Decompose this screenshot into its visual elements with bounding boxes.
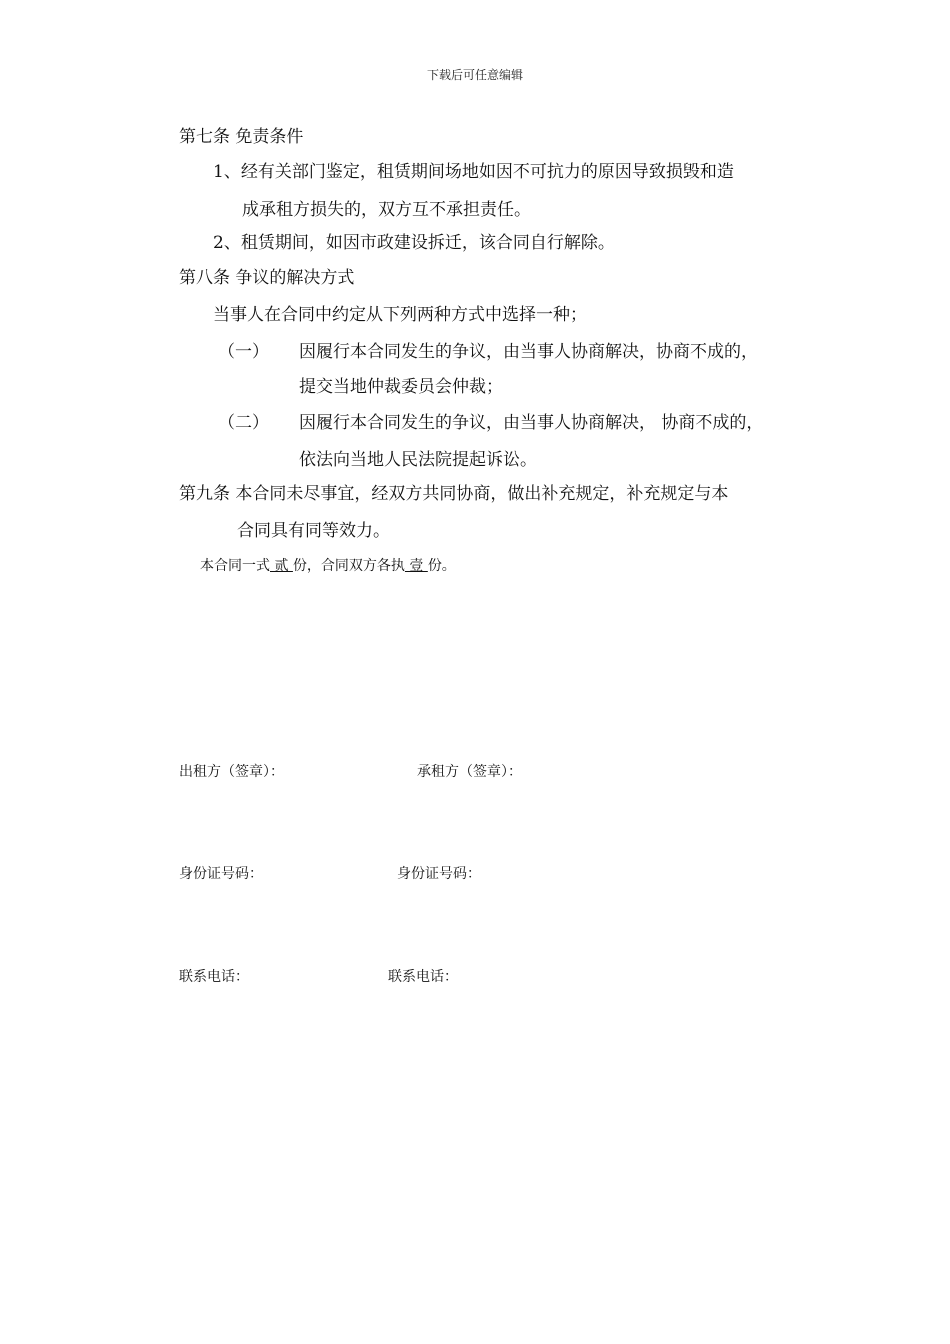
article7-item2: 2、租赁期间，如因市政建设拆迁，该合同自行解除。 <box>213 233 615 253</box>
copies-prefix: 本合同一式 <box>200 558 270 574</box>
copies-statement <box>200 555 456 577</box>
lessee-signature-label: 承租方（签章）： <box>417 764 522 780</box>
article8-opt2-marker: （二） <box>218 413 269 433</box>
article8-opt1-marker: （一） <box>218 342 269 362</box>
article8-opt1-line2: 提交当地仲裁委员会仲裁； <box>299 377 503 397</box>
lessor-phone-label: 联系电话： <box>179 969 249 985</box>
copies-total-count: 贰 <box>270 558 293 574</box>
article9-line2: 合同具有同等效力。 <box>237 521 390 541</box>
lessor-id-label: 身份证号码： <box>179 866 263 882</box>
article8-title: 第八条 争议的解决方式 <box>179 268 355 288</box>
copies-each-count: 壹 <box>404 558 428 574</box>
copies-middle: 份，合同双方各执 <box>292 558 405 574</box>
article7-item1-line1: 1、经有关部门鉴定，租赁期间场地如因不可抗力的原因导致损毁和造 <box>213 162 734 182</box>
article8-opt2-line2: 依法向当地人民法院提起诉讼。 <box>299 450 537 470</box>
page-header-note: 下载后可任意编辑 <box>426 68 523 82</box>
article9-line1: 第九条 本合同未尽事宜，经双方共同协商，做出补充规定，补充规定与本 <box>179 484 729 504</box>
lessee-id-label: 身份证号码： <box>397 866 481 882</box>
article7-title: 第七条 免责条件 <box>179 127 304 147</box>
article8-opt1-line1: 因履行本合同发生的争议，由当事人协商解决，协商不成的， <box>299 342 758 362</box>
article7-item1-line2: 成承租方损失的，双方互不承担责任。 <box>242 200 531 220</box>
article8-intro: 当事人在合同中约定从下列两种方式中选择一种； <box>213 305 587 325</box>
article8-opt2-line1: 因履行本合同发生的争议，由当事人协商解决， 协商不成的， <box>299 413 764 433</box>
lessor-signature-label: 出租方（签章）： <box>179 764 284 780</box>
copies-suffix: 份。 <box>427 558 456 574</box>
lessee-phone-label: 联系电话： <box>388 969 458 985</box>
